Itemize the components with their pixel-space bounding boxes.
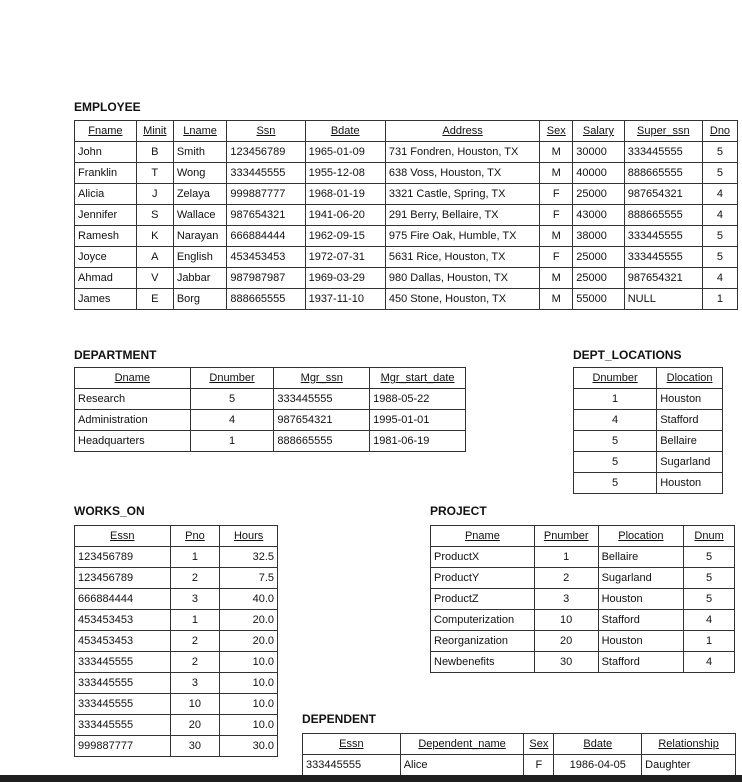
works-on-row	[75, 589, 278, 610]
employee-row	[75, 142, 738, 163]
employee-cell-dno: 5	[702, 226, 737, 247]
department-cell-mgr-start-date: 1988-05-22	[370, 389, 466, 410]
employee-cell-super-ssn: 333445555	[624, 142, 702, 163]
department-cell-mgr-ssn: 987654321	[274, 410, 370, 431]
department-cell-mgr-start-date: 1995-01-01	[370, 410, 466, 431]
employee-cell-sex: M	[540, 163, 573, 184]
works-on-cell-essn: 333445555	[75, 673, 171, 694]
employee-cell-bdate: 1941-06-20	[305, 205, 385, 226]
employee-header-minit: Minit	[136, 121, 173, 142]
project-row	[431, 631, 735, 652]
works-on-cell-hours: 40.0	[220, 589, 278, 610]
department-cell-dnumber: 5	[190, 389, 274, 410]
employee-cell-fname: Ramesh	[75, 226, 137, 247]
works-on-row	[75, 673, 278, 694]
department-row	[75, 389, 466, 410]
dept-locations-cell-dlocation: Houston	[657, 389, 723, 410]
works-on-title: WORKS_ON	[74, 504, 145, 518]
works-on-cell-essn: 999887777	[75, 736, 171, 757]
employee-row	[75, 205, 738, 226]
project-cell-dnum: 1	[684, 631, 735, 652]
works-on-cell-hours: 10.0	[220, 652, 278, 673]
works-on-cell-hours: 20.0	[220, 631, 278, 652]
employee-cell-fname: James	[75, 289, 137, 310]
works-on-cell-hours: 7.5	[220, 568, 278, 589]
department-row	[75, 410, 466, 431]
works-on-cell-hours: 32.5	[220, 547, 278, 568]
project-row	[431, 652, 735, 673]
works-on-row	[75, 736, 278, 757]
works-on-header-essn: Essn	[75, 526, 171, 547]
employee-cell-super-ssn: NULL	[624, 289, 702, 310]
employee-cell-dno: 5	[702, 247, 737, 268]
employee-row	[75, 268, 738, 289]
project-cell-pname: Newbenefits	[431, 652, 535, 673]
employee-cell-salary: 25000	[573, 268, 624, 289]
employee-cell-super-ssn: 888665555	[624, 205, 702, 226]
employee-cell-sex: M	[540, 226, 573, 247]
project-header-plocation: Plocation	[598, 526, 684, 547]
dept-locations-cell-dnumber: 5	[574, 473, 657, 494]
works-on-cell-pno: 3	[170, 673, 220, 694]
department-cell-mgr-ssn: 333445555	[274, 389, 370, 410]
employee-cell-ssn: 333445555	[227, 163, 305, 184]
works-on-cell-pno: 3	[170, 589, 220, 610]
employee-header-salary: Salary	[573, 121, 624, 142]
project-table	[430, 525, 735, 673]
employee-cell-address: 291 Berry, Bellaire, TX	[385, 205, 539, 226]
department-cell-mgr-start-date: 1981-06-19	[370, 431, 466, 452]
project-header-pnumber: Pnumber	[534, 526, 598, 547]
project-cell-plocation: Houston	[598, 631, 684, 652]
project-cell-pname: ProductX	[431, 547, 535, 568]
employee-cell-bdate: 1969-03-29	[305, 268, 385, 289]
dept-locations-header-dlocation: Dlocation	[657, 368, 723, 389]
works-on-row	[75, 610, 278, 631]
employee-cell-salary: 40000	[573, 163, 624, 184]
employee-header-dno: Dno	[702, 121, 737, 142]
works-on-cell-pno: 1	[170, 610, 220, 631]
employee-cell-minit: E	[136, 289, 173, 310]
works-on-cell-pno: 2	[170, 631, 220, 652]
project-cell-pnumber: 10	[534, 610, 598, 631]
employee-cell-ssn: 666884444	[227, 226, 305, 247]
employee-cell-salary: 55000	[573, 289, 624, 310]
employee-cell-salary: 30000	[573, 142, 624, 163]
project-cell-plocation: Bellaire	[598, 547, 684, 568]
project-cell-dnum: 5	[684, 568, 735, 589]
department-cell-dname: Research	[75, 389, 191, 410]
employee-cell-salary: 25000	[573, 247, 624, 268]
project-cell-dnum: 5	[684, 589, 735, 610]
employee-title: EMPLOYEE	[74, 100, 141, 114]
employee-cell-lname: Wong	[173, 163, 227, 184]
employee-header-address: Address	[385, 121, 539, 142]
employee-cell-bdate: 1962-09-15	[305, 226, 385, 247]
works-on-cell-pno: 10	[170, 694, 220, 715]
project-cell-plocation: Sugarland	[598, 568, 684, 589]
employee-cell-minit: A	[136, 247, 173, 268]
department-cell-dnumber: 4	[190, 410, 274, 431]
dept-locations-row	[574, 410, 723, 431]
employee-cell-lname: Wallace	[173, 205, 227, 226]
employee-cell-minit: S	[136, 205, 173, 226]
project-cell-pname: Computerization	[431, 610, 535, 631]
employee-cell-super-ssn: 987654321	[624, 268, 702, 289]
employee-cell-fname: Franklin	[75, 163, 137, 184]
department-header-mgr-ssn: Mgr_ssn	[274, 368, 370, 389]
works-on-cell-hours: 10.0	[220, 694, 278, 715]
project-cell-plocation: Stafford	[598, 652, 684, 673]
dept-locations-cell-dlocation: Houston	[657, 473, 723, 494]
employee-cell-fname: Jennifer	[75, 205, 137, 226]
employee-cell-sex: M	[540, 142, 573, 163]
dependent-cell-relationship: Daughter	[642, 755, 736, 776]
works-on-cell-essn: 123456789	[75, 547, 171, 568]
employee-cell-bdate: 1955-12-08	[305, 163, 385, 184]
project-cell-dnum: 5	[684, 547, 735, 568]
employee-cell-lname: Smith	[173, 142, 227, 163]
employee-row	[75, 289, 738, 310]
works-on-cell-essn: 333445555	[75, 715, 171, 736]
project-cell-plocation: Houston	[598, 589, 684, 610]
dept-locations-header-dnumber: Dnumber	[574, 368, 657, 389]
dept-locations-cell-dlocation: Stafford	[657, 410, 723, 431]
employee-cell-minit: T	[136, 163, 173, 184]
employee-row	[75, 184, 738, 205]
dept-locations-cell-dlocation: Bellaire	[657, 431, 723, 452]
employee-cell-super-ssn: 333445555	[624, 226, 702, 247]
dependent-header-dependent-name: Dependent_name	[400, 734, 524, 755]
employee-cell-dno: 1	[702, 289, 737, 310]
employee-cell-sex: F	[540, 205, 573, 226]
dependent-table	[302, 733, 736, 776]
dependent-header-relationship: Relationship	[642, 734, 736, 755]
project-cell-pname: ProductZ	[431, 589, 535, 610]
dept-locations-cell-dnumber: 1	[574, 389, 657, 410]
employee-cell-dno: 5	[702, 142, 737, 163]
employee-cell-address: 731 Fondren, Houston, TX	[385, 142, 539, 163]
project-cell-pnumber: 2	[534, 568, 598, 589]
employee-cell-ssn: 453453453	[227, 247, 305, 268]
employee-cell-fname: Alicia	[75, 184, 137, 205]
employee-cell-dno: 4	[702, 184, 737, 205]
works-on-row	[75, 547, 278, 568]
employee-header-sex: Sex	[540, 121, 573, 142]
works-on-row	[75, 568, 278, 589]
employee-header-super-ssn: Super_ssn	[624, 121, 702, 142]
employee-row	[75, 226, 738, 247]
project-header-pname: Pname	[431, 526, 535, 547]
department-header-dname: Dname	[75, 368, 191, 389]
works-on-cell-pno: 2	[170, 568, 220, 589]
employee-cell-bdate: 1965-01-09	[305, 142, 385, 163]
dept-locations-table	[573, 367, 723, 494]
employee-cell-lname: Borg	[173, 289, 227, 310]
works-on-cell-hours: 20.0	[220, 610, 278, 631]
project-cell-pnumber: 3	[534, 589, 598, 610]
works-on-cell-essn: 123456789	[75, 568, 171, 589]
works-on-cell-essn: 333445555	[75, 694, 171, 715]
works-on-row	[75, 694, 278, 715]
works-on-cell-essn: 453453453	[75, 631, 171, 652]
employee-cell-lname: Zelaya	[173, 184, 227, 205]
dependent-title: DEPENDENT	[302, 712, 377, 726]
department-cell-dname: Headquarters	[75, 431, 191, 452]
dept-locations-row	[574, 452, 723, 473]
department-table	[74, 367, 466, 452]
employee-row	[75, 247, 738, 268]
dependent-cell-essn: 333445555	[303, 755, 401, 776]
works-on-cell-pno: 20	[170, 715, 220, 736]
employee-cell-sex: F	[540, 247, 573, 268]
works-on-cell-essn: 333445555	[75, 652, 171, 673]
dependent-cell-bdate: 1986-04-05	[554, 755, 642, 776]
department-row	[75, 431, 466, 452]
employee-cell-fname: Joyce	[75, 247, 137, 268]
employee-cell-address: 5631 Rice, Houston, TX	[385, 247, 539, 268]
dept-locations-cell-dnumber: 5	[574, 431, 657, 452]
project-header-dnum: Dnum	[684, 526, 735, 547]
employee-cell-fname: Ahmad	[75, 268, 137, 289]
dependent-header-bdate: Bdate	[554, 734, 642, 755]
works-on-row	[75, 715, 278, 736]
works-on-cell-hours: 10.0	[220, 673, 278, 694]
works-on-cell-hours: 10.0	[220, 715, 278, 736]
employee-cell-bdate: 1972-07-31	[305, 247, 385, 268]
department-cell-dname: Administration	[75, 410, 191, 431]
department-cell-mgr-ssn: 888665555	[274, 431, 370, 452]
dept-locations-cell-dlocation: Sugarland	[657, 452, 723, 473]
project-row	[431, 568, 735, 589]
dept-locations-title: DEPT_LOCATIONS	[573, 348, 682, 362]
employee-cell-dno: 4	[702, 268, 737, 289]
project-cell-dnum: 4	[684, 610, 735, 631]
employee-header-ssn: Ssn	[227, 121, 305, 142]
employee-header-lname: Lname	[173, 121, 227, 142]
employee-cell-ssn: 987987987	[227, 268, 305, 289]
employee-table	[74, 120, 738, 310]
employee-cell-lname: English	[173, 247, 227, 268]
project-cell-pnumber: 1	[534, 547, 598, 568]
employee-cell-salary: 38000	[573, 226, 624, 247]
works-on-table	[74, 525, 278, 757]
project-row	[431, 589, 735, 610]
employee-cell-lname: Jabbar	[173, 268, 227, 289]
employee-header-bdate: Bdate	[305, 121, 385, 142]
project-cell-pname: Reorganization	[431, 631, 535, 652]
employee-cell-minit: J	[136, 184, 173, 205]
works-on-cell-pno: 1	[170, 547, 220, 568]
employee-cell-address: 975 Fire Oak, Humble, TX	[385, 226, 539, 247]
dependent-row	[303, 755, 736, 776]
employee-cell-lname: Narayan	[173, 226, 227, 247]
employee-cell-address: 638 Voss, Houston, TX	[385, 163, 539, 184]
employee-row	[75, 163, 738, 184]
department-cell-dnumber: 1	[190, 431, 274, 452]
project-cell-pname: ProductY	[431, 568, 535, 589]
works-on-row	[75, 631, 278, 652]
employee-cell-super-ssn: 333445555	[624, 247, 702, 268]
project-row	[431, 547, 735, 568]
employee-cell-bdate: 1937-11-10	[305, 289, 385, 310]
employee-cell-bdate: 1968-01-19	[305, 184, 385, 205]
project-row	[431, 610, 735, 631]
project-cell-dnum: 4	[684, 652, 735, 673]
works-on-header-hours: Hours	[220, 526, 278, 547]
employee-cell-dno: 4	[702, 205, 737, 226]
works-on-cell-pno: 2	[170, 652, 220, 673]
employee-cell-minit: K	[136, 226, 173, 247]
project-title: PROJECT	[430, 504, 487, 518]
employee-cell-ssn: 987654321	[227, 205, 305, 226]
department-title: DEPARTMENT	[74, 348, 157, 362]
works-on-row	[75, 652, 278, 673]
employee-cell-sex: F	[540, 184, 573, 205]
employee-cell-ssn: 999887777	[227, 184, 305, 205]
employee-cell-address: 3321 Castle, Spring, TX	[385, 184, 539, 205]
dependent-header-essn: Essn	[303, 734, 401, 755]
dept-locations-row	[574, 389, 723, 410]
employee-cell-sex: M	[540, 268, 573, 289]
employee-cell-sex: M	[540, 289, 573, 310]
dependent-header-sex: Sex	[524, 734, 554, 755]
employee-cell-address: 980 Dallas, Houston, TX	[385, 268, 539, 289]
project-cell-plocation: Stafford	[598, 610, 684, 631]
works-on-cell-pno: 30	[170, 736, 220, 757]
window-bottom-bar	[0, 775, 742, 782]
project-cell-pnumber: 20	[534, 631, 598, 652]
dependent-cell-sex: F	[524, 755, 554, 776]
employee-cell-super-ssn: 987654321	[624, 184, 702, 205]
employee-cell-dno: 5	[702, 163, 737, 184]
works-on-cell-essn: 453453453	[75, 610, 171, 631]
project-cell-pnumber: 30	[534, 652, 598, 673]
employee-cell-address: 450 Stone, Houston, TX	[385, 289, 539, 310]
dept-locations-row	[574, 473, 723, 494]
works-on-cell-hours: 30.0	[220, 736, 278, 757]
employee-cell-fname: John	[75, 142, 137, 163]
employee-cell-minit: B	[136, 142, 173, 163]
works-on-cell-essn: 666884444	[75, 589, 171, 610]
dept-locations-cell-dnumber: 5	[574, 452, 657, 473]
works-on-header-pno: Pno	[170, 526, 220, 547]
employee-header-fname: Fname	[75, 121, 137, 142]
department-header-mgr-start-date: Mgr_start_date	[370, 368, 466, 389]
employee-cell-ssn: 123456789	[227, 142, 305, 163]
employee-cell-super-ssn: 888665555	[624, 163, 702, 184]
dept-locations-row	[574, 431, 723, 452]
employee-cell-salary: 43000	[573, 205, 624, 226]
dependent-cell-dependent-name: Alice	[400, 755, 524, 776]
dept-locations-cell-dnumber: 4	[574, 410, 657, 431]
employee-cell-minit: V	[136, 268, 173, 289]
department-header-dnumber: Dnumber	[190, 368, 274, 389]
employee-cell-ssn: 888665555	[227, 289, 305, 310]
employee-cell-salary: 25000	[573, 184, 624, 205]
